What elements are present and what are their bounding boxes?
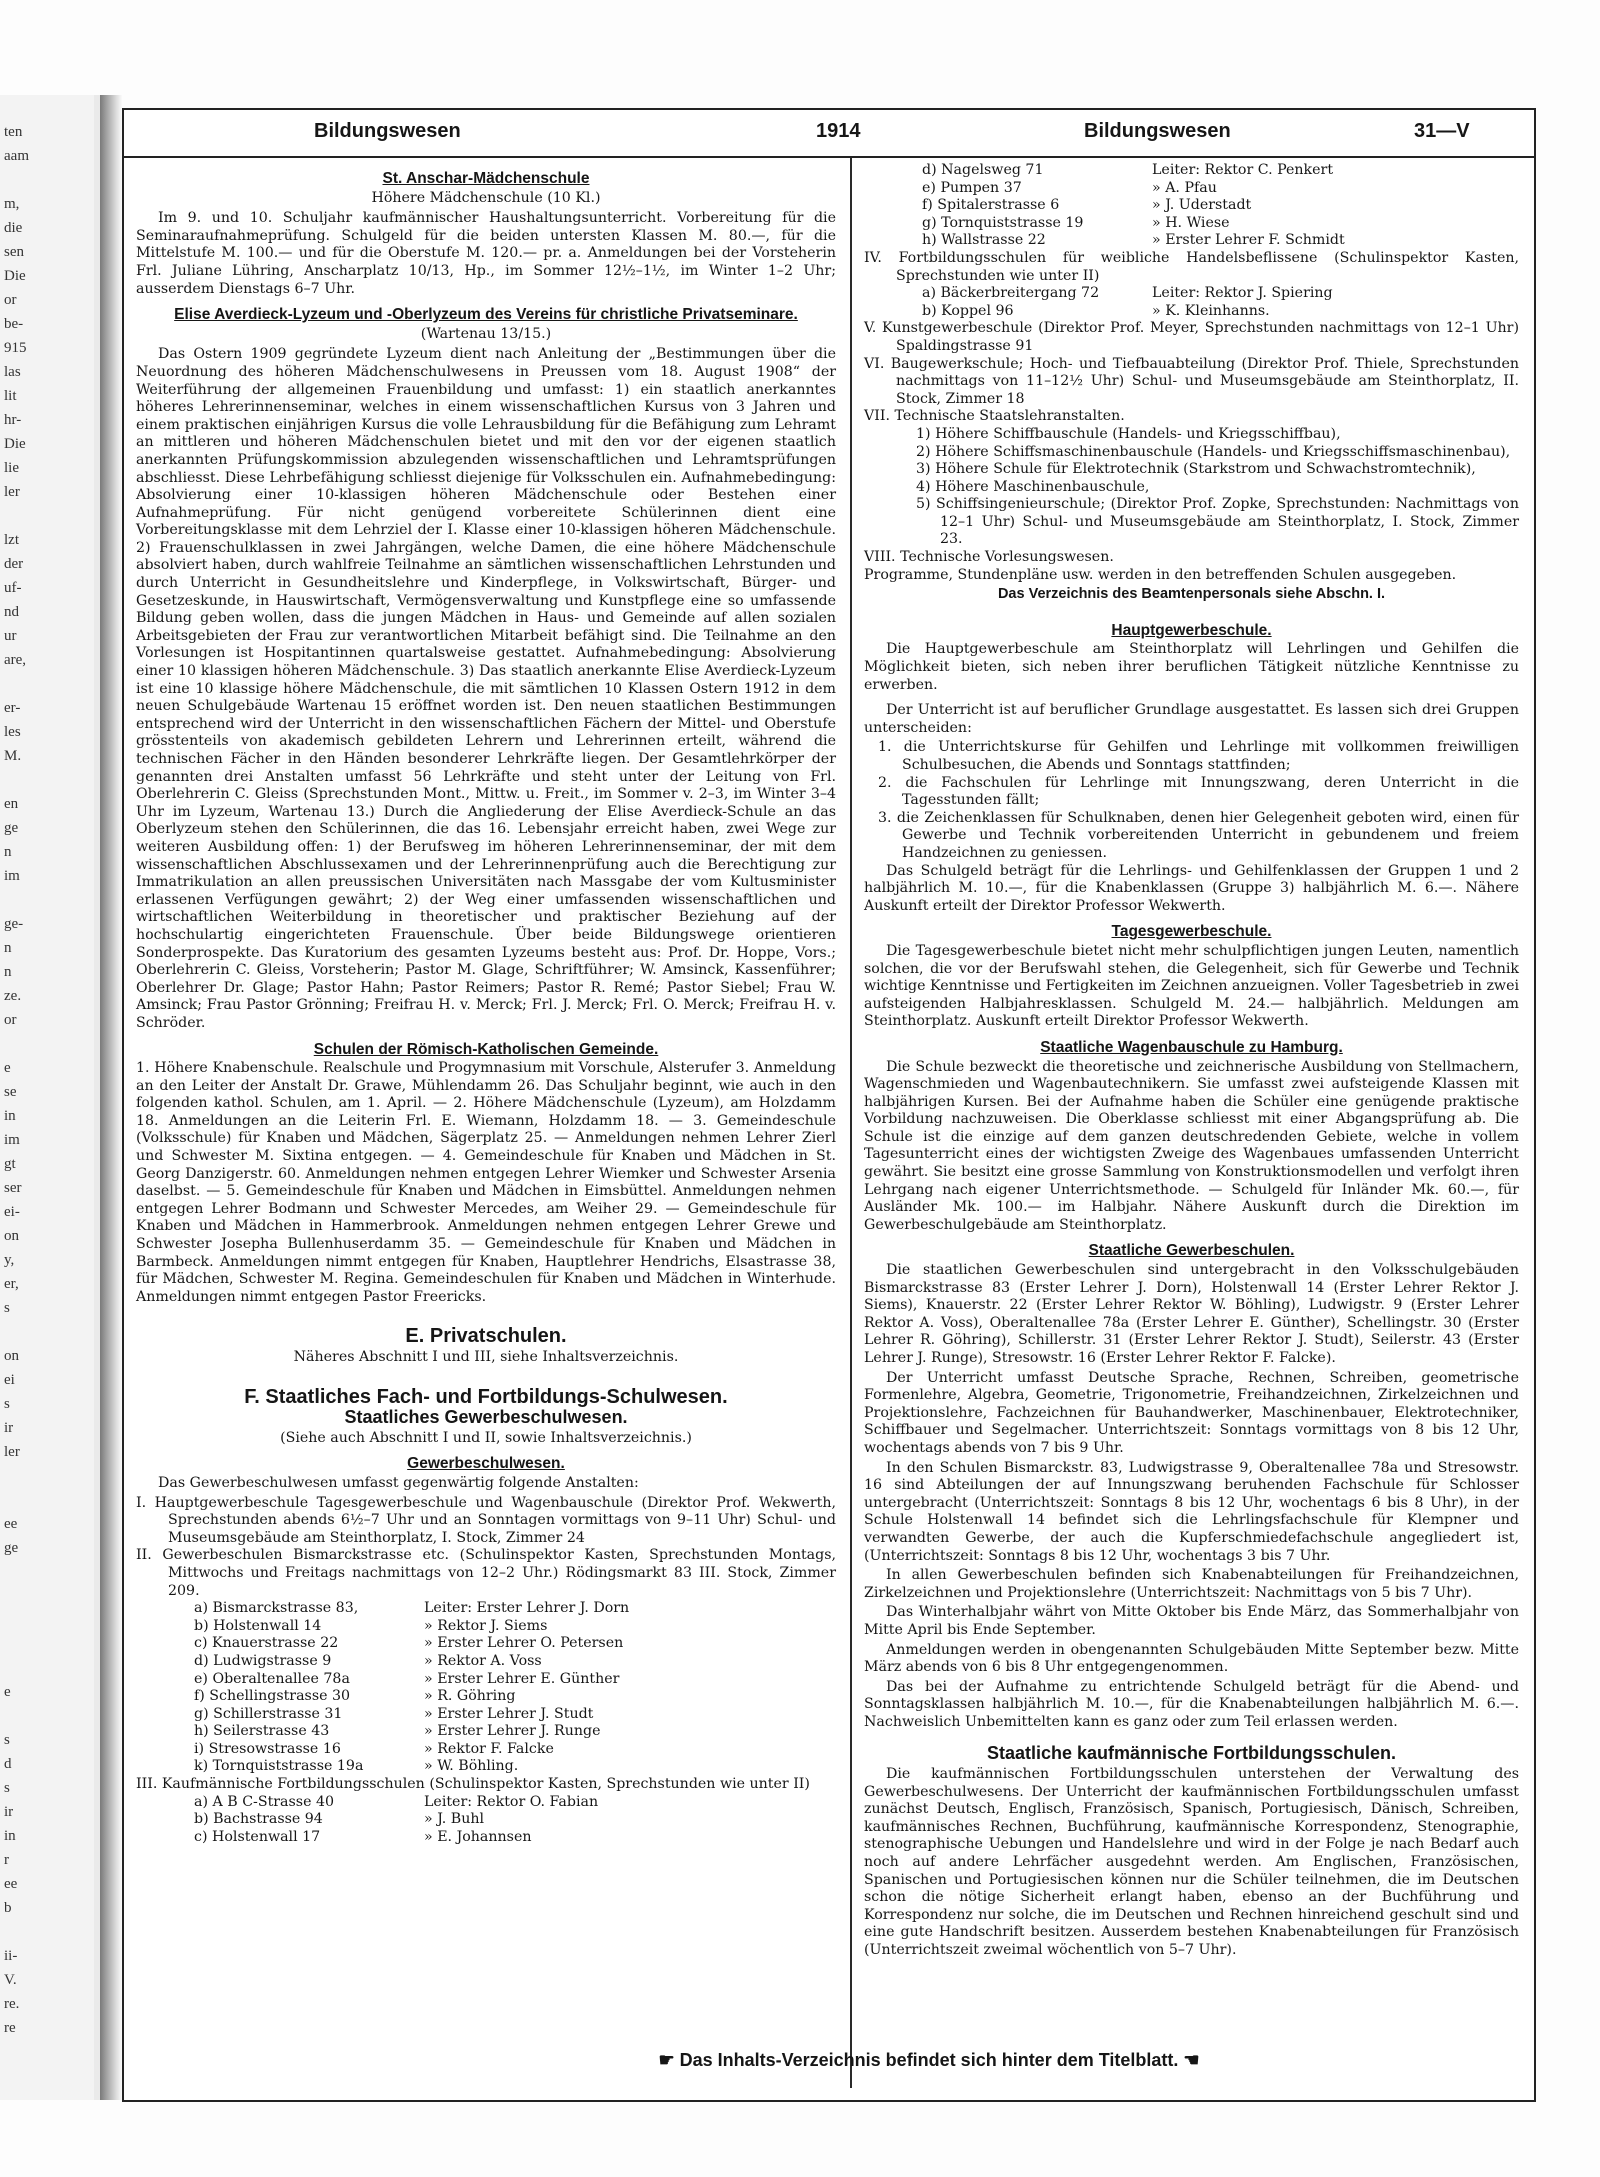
- edge-text-fragment: ir: [4, 1804, 14, 1820]
- school-leader: » H. Wiese: [1152, 214, 1230, 231]
- group-entry: 3. die Zeichenklassen für Schulknaben, denen hier Gelegenheit geboten wird, einen für Gewerbe und Technik vorbereitenden Unterricht in gebundenem und freiem Handzeichnen zu geniessen.: [878, 809, 1519, 861]
- edge-text-fragment: ei-: [4, 1204, 20, 1220]
- school-entry: [922, 232, 1519, 250]
- edge-text-fragment: re.: [4, 1996, 20, 2012]
- school-address: a) Bismarckstrasse 83,: [194, 1600, 359, 1617]
- section-note: (Siehe auch Abschnitt I und II, sowie Inhaltsverzeichnis.): [280, 1429, 692, 1446]
- edge-text-fragment: ee: [4, 1876, 18, 1892]
- school-address: g) Tornquiststrasse 19: [922, 214, 1084, 231]
- section-heading: Staatliche kaufmännische Fortbildungsschulen.: [986, 1743, 1397, 1764]
- header-left: Bildungswesen: [314, 120, 461, 142]
- school-entry: [194, 1653, 836, 1671]
- page: [122, 108, 1536, 2102]
- edge-text-fragment: die: [4, 220, 23, 236]
- group-entry: 1. die Unterrichtskurse für Gehilfen und Lehrlinge mit vollkommen freiwilligen Schulbesuchen, die Abends und Sonntags stattfinden;: [878, 739, 1519, 773]
- paragraph: Programme, Stundenpläne usw. werden in den betreffenden Schulen ausgegeben.: [864, 566, 1457, 583]
- footer-note: ☛ Das Inhalts-Verzeichnis befindet sich hinter dem Titelblatt. ☚: [658, 2050, 1200, 2070]
- institution-entry: 3) Höhere Schule für Elektrotechnik (Starkstrom und Schwachstromtechnik),: [916, 461, 1476, 478]
- edge-text-fragment: er,: [4, 1276, 19, 1292]
- school-address: k) Tornquiststrasse 19a: [194, 1758, 364, 1775]
- edge-text-fragment: les: [4, 724, 21, 740]
- school-entry: [194, 1811, 836, 1829]
- edge-text-fragment: lit: [4, 388, 17, 404]
- edge-text-fragment: on: [4, 1348, 19, 1364]
- school-address: e) Oberaltenallee 78a: [194, 1670, 350, 1687]
- school-entry: [922, 162, 1519, 180]
- section-title: Gewerbeschulwesen.: [407, 1455, 565, 1473]
- school-leader: » W. Böhling.: [424, 1758, 519, 1775]
- paragraph: Der Unterricht ist auf beruflicher Grundlage ausgestattet. Es lassen sich drei Gruppen unterscheiden:: [864, 702, 1519, 736]
- school-entry: [194, 1706, 836, 1724]
- edge-text-fragment: ten: [4, 124, 23, 140]
- edge-text-fragment: ii-: [4, 1948, 18, 1964]
- section-title: St. Anschar-Mädchenschule: [382, 170, 590, 187]
- edge-text-fragment: d: [4, 1756, 12, 1772]
- page-header: [124, 110, 1534, 158]
- edge-text-fragment: uf-: [4, 580, 22, 596]
- paragraph: Die Tagesgewerbeschule bietet nicht mehr schulpflichtigen jungen Leuten, namentlich solchen, die vor der Berufswahl stehen, die Gelegenheit, sich für Gewerbe und Technik wichtige Kenntnisse und Fertigkeiten im Zeichnen anzueignen. Voller Tagesbetrieb in zwei aufsteigenden Halbjahresklassen. Schulgeld M. 24.— halbjährlich. Meldungen am Steinthorplatz. Auskunft erteilt Direktor Professor Wekwerth.: [864, 942, 1519, 1030]
- paragraph: Die kaufmännischen Fortbildungsschulen unterstehen der Verwaltung des Gewerbeschulwesens. Der Unterricht der kaufmännischen Fortbildungsschulen umfasst zunächst Deutsch, Englisch, Französisch, Spanisch, Portugiesisch, Dänisch, Schreiben, kaufmännisches Rechnen, Buchführung, kaufmännische Korrespondenz, Stenographie, stenographische Uebungen und Handelslehre und wird in der Folge je nach Bedarf auch noch auf andere Lehrfächer ausgedehnt werden. Am Englischen, Französischen, Spanischen und Portugiesischen können nur die Schüler teilnehmen, die im Deutschen schon die nötige Sicherheit erlangt haben, ebenso an der Buchführung und Korrespondenz nur solche, die im Deutschen und Rechnen hinreichend geschult sind und eine gute Handschrift besitzen. Ausserdem bestehen Knabenabteilungen für Französisch (Unterrichtszeit zweimal wöchentlich von 5–7 Uhr).: [864, 1766, 1519, 1958]
- school-address: h) Wallstrasse 22: [922, 232, 1046, 249]
- school-address: d) Nagelsweg 71: [922, 162, 1044, 178]
- edge-text-fragment: ler: [4, 484, 20, 500]
- edge-text-fragment: ir: [4, 1420, 14, 1436]
- edge-text-fragment: y,: [4, 1252, 15, 1268]
- section-title: Hauptgewerbeschule.: [1111, 621, 1272, 639]
- reference-note: Das Verzeichnis des Beamtenpersonals siehe Abschn. I.: [997, 586, 1386, 603]
- section-heading-f: F. Staatliches Fach- und Fortbildungs-Schulwesen.: [244, 1385, 728, 1408]
- school-entry: [194, 1723, 836, 1741]
- edge-text-fragment: s: [4, 1396, 10, 1412]
- edge-text-fragment: lie: [4, 460, 19, 476]
- edge-text-fragment: ee: [4, 1516, 18, 1532]
- edge-text-fragment: s: [4, 1300, 10, 1316]
- edge-text-fragment: s: [4, 1732, 10, 1748]
- list-entry: VI. Baugewerkschule; Hoch- und Tiefbauabteilung (Direktor Prof. Thiele, Sprechstunden nachmittags von 11–12½ Uhr) Schul- und Museumsgebäude am Steinthorplatz, II. Stock, Zimmer 18: [864, 355, 1519, 407]
- edge-text-fragment: b: [4, 1900, 12, 1916]
- school-leader: » Erster Lehrer O. Petersen: [424, 1635, 624, 1652]
- school-address: i) Stresowstrasse 16: [194, 1740, 341, 1757]
- group-entry: 2. die Fachschulen für Lehrlinge mit Innungszwang, deren Unterricht in die Tagesstunden fällt;: [878, 774, 1519, 809]
- school-entry: [194, 1635, 836, 1653]
- paragraph: Das Gewerbeschulwesen umfasst gegenwärtig folgende Anstalten:: [158, 1474, 639, 1491]
- edge-text-fragment: der: [4, 556, 24, 572]
- school-address: c) Holstenwall 17: [194, 1828, 321, 1845]
- school-leader: » Rektor F. Falcke: [424, 1740, 554, 1757]
- section-note: Näheres Abschnitt I und III, siehe Inhaltsverzeichnis.: [293, 1349, 679, 1365]
- edge-text-fragment: er-: [4, 700, 21, 716]
- school-entry: [922, 197, 1519, 215]
- section-title: Elise Averdieck-Lyzeum und -Oberlyzeum des Vereins für christliche Privatseminare.: [174, 306, 798, 324]
- school-leader: » A. Pfau: [1152, 179, 1217, 196]
- edge-text-fragment: ge-: [4, 916, 24, 932]
- school-leader: Leiter: Rektor O. Fabian: [424, 1793, 599, 1810]
- right-column: [864, 162, 1519, 1962]
- section-title: Tagesgewerbeschule.: [1111, 923, 1272, 941]
- institution-entry: 2) Höhere Schiffsmaschinenbauschule (Handels- und Kriegsschiffsmaschinenbau),: [916, 443, 1511, 460]
- edge-text-fragment: 915: [4, 340, 27, 356]
- school-address: b) Koppel 96: [922, 302, 1014, 319]
- section-title: Staatliche Wagenbauschule zu Hamburg.: [1040, 1038, 1343, 1056]
- school-entry: [922, 303, 1519, 321]
- school-leader: » K. Kleinhanns.: [1152, 302, 1270, 319]
- school-entry: [194, 1741, 836, 1759]
- paragraph: In den Schulen Bismarckstr. 83, Ludwigstrasse 9, Oberaltenallee 78a und Stresowstr. 16 sind Abteilungen der auf Innungszwang beruhenden Fachschule für Schlosser untergebracht (Unterrichtszeit: Sonntags 8 bis 12 Uhr, wochentags 6 bis 8 Uhr), in der Schule Holstenwall 14 befindet sich die Lehrlingsfachschule für Klempner und verwandten Gewerbe, der auch die Kupferschmiedefachschule angegliedert ist, (Unterrichtszeit: Sonntags 8 bis 12 Uhr, wochentags 3 bis 7 Uhr.: [864, 1459, 1519, 1564]
- school-address: a) A B C-Strasse 40: [194, 1793, 335, 1810]
- paragraph: Das bei der Aufnahme zu entrichtende Schulgeld beträgt für die Abend- und Sonntagsklassen halbjährlich M. 10.—, für die Knabenabteilungen halbjährlich M. 6.—. Nachweislich Unbemittelten kann es ganz oder zum Teil erlassen werden.: [864, 1678, 1519, 1730]
- school-leader: » Erster Lehrer J. Runge: [424, 1723, 601, 1740]
- school-leader: » J. Uderstadt: [1152, 197, 1252, 214]
- school-entry: [194, 1618, 836, 1636]
- edge-text-fragment: ze.: [4, 988, 22, 1004]
- list-entry: I. Hauptgewerbeschule Tagesgewerbeschule und Wagenbauschule (Direktor Prof. Wekwerth, Sprechstunden abends 6½–7 Uhr und an Sonntagen vormittags von 9–11 Uhr) Schul- und Museumsgebäude am Steinthorplatz, I. Stock, Zimmer 24: [136, 1494, 836, 1546]
- school-list: [136, 1794, 836, 1847]
- school-leader: » J. Buhl: [424, 1811, 485, 1828]
- school-entry: [194, 1688, 836, 1706]
- edge-text-fragment: nd: [4, 604, 19, 620]
- school-entry: [194, 1671, 836, 1689]
- group-list: [864, 739, 1519, 862]
- edge-text-fragment: M.: [4, 748, 22, 764]
- institution-entry: 4) Höhere Maschinenbauschule,: [916, 478, 1150, 495]
- edge-text-fragment: Die: [4, 436, 26, 452]
- school-list: [864, 426, 1519, 549]
- list-entry: IV. Fortbildungsschulen für weibliche Handelsbeflissene (Schulinspektor Kasten, Sprechstunden wie unter II): [864, 249, 1519, 284]
- header-right: Bildungswesen: [1084, 120, 1231, 142]
- paragraph: In allen Gewerbeschulen befinden sich Knabenabteilungen für Freihandzeichnen, Zirkelzeichnen und Projektionslehre (Unterrichtszeit: Nachmittags von 5 bis 7 Uhr).: [864, 1567, 1519, 1601]
- page-number: 31—V: [1414, 120, 1470, 142]
- school-list: [864, 162, 1519, 250]
- edge-text-fragment: are,: [4, 652, 27, 668]
- school-leader: » Erster Lehrer J. Studt: [424, 1705, 594, 1722]
- list-entry: III. Kaufmännische Fortbildungsschulen (Schulinspektor Kasten, Sprechstunden wie unter II): [136, 1776, 810, 1793]
- school-address: a) Bäckerbreitergang 72: [922, 285, 1100, 302]
- edge-text-fragment: e: [4, 1060, 11, 1076]
- school-list: [136, 1600, 836, 1776]
- school-address: g) Schillerstrasse 31: [194, 1705, 343, 1722]
- edge-text-fragment: se: [4, 1084, 17, 1100]
- edge-text-fragment: im: [4, 868, 20, 884]
- paragraph: Die staatlichen Gewerbeschulen sind untergebracht in den Volksschulgebäuden Bismarckstrasse 83 (Erster Lehrer J. Dorn), Holstenwall 14 (Erster Lehrer Rektor J. Siems), Knauerstr. 22 (Erster Lehrer Rektor W. Böhling), Ludwigstr. 9 (Erster Lehrer Rektor A. Voss), Oberaltenallee 78a (Erster Lehrer E. Günther), Schellingstr. 30 (Erster Lehrer R. Göhring), Schillerstr. 31 (Erster Lehrer Rektor J. Studt), Seilerstr. 43 (Erster Lehrer J. Runge), Stresowstr. 16 (Erster Lehrer Rektor F. Falcke).: [864, 1262, 1519, 1366]
- edge-text-fragment: ge: [4, 820, 19, 836]
- paragraph: Der Unterricht umfasst Deutsche Sprache, Rechnen, Schreiben, geometrische Formenlehre, Algebra, Geometrie, Trigonometrie, Freihandzeichnen, Zirkelzeichnen und Projektionslehre, Fachzeichnen für Bauhandwerker, Maschinenbauer, Elektrotechniker, Schiffbauer und Segelmacher. Unterrichtszeit: Sonntags vormittags von 8 bis 12 Uhr, wochentags abends von 7 bis 9 Uhr.: [864, 1369, 1519, 1456]
- edge-text-fragment: im: [4, 1132, 20, 1148]
- edge-text-fragment: ei: [4, 1372, 15, 1388]
- school-leader: » Rektor J. Siems: [424, 1617, 548, 1634]
- edge-text-fragment: Die: [4, 268, 26, 284]
- paragraph: Im 9. und 10. Schuljahr kaufmännischer Haushaltungsunterricht. Vorbereitung für die Seminaraufnahmeprüfung. Schulgeld für die beiden untersten Klassen M. 80.—, für die Mittelstufe M. 100.— und für die Oberstufe M. 120.— pr. a. Anmeldungen bei der Vorsteherin Frl. Juliane Lühring, Anscharplatz 10/13, Hp., im Sommer 12½–1½, im Winter 1–2 Uhr; ausserdem Dienstags 6–7 Uhr.: [136, 210, 836, 297]
- school-address: f) Schellingstrasse 30: [194, 1688, 351, 1705]
- section-subtitle: Höhere Mädchenschule (10 Kl.): [371, 189, 601, 206]
- edge-text-fragment: e: [4, 1684, 11, 1700]
- paragraph: Das Ostern 1909 gegründete Lyzeum dient nach Anleitung der „Bestimmungen über die Neuordnung des höheren Mädchenschulwesens in Preussen vom 18. August 1908“ der Weiterführung der allgemeinen Frauenbildung und umfasst: 1) ein staatlich anerkanntes höheres Lehrerinnenseminar, welches in einem wissenschaftlichen Kursus von 3 Jahren und einem praktischen einjährigen Kursus die volle Lehrausbildung für die Befähigung zum Lehramt an mittleren und höheren Mädchenschulen bietet und mit den vor der eigenen staatlich anerkannten Prüfungskommission abzulegenden wissenschaftlichen und Lehramtsprüfungen abschliesst. Diese Lehrbefähigung schliesst diejenige für Volksschulen ein. Aufnahmebedingung: Absolvierung einer 10-klassigen höheren Mädchenschule oder Bestehen einer Aufnahmeprüfung. Für nicht genügend vorbereitete Schülerinnen dient eine Vorbereitungsklasse mit dem Lehrziel der I. Klasse einer 10-klassigen höheren Mädchenschule. 2) Frauenschulklassen in zwei Jahrgängen, welche Damen, die eine höhere Mädchenschule absolviert haben, durch wahlfreie Teilnahme an sämtlichen wissenschaftlichen Lehrstunden und durch Unterricht in Gesundheitslehre und Kinderpflege, in Volkswirtschaft, Bürger- und Gesetzeskunde, in Hauswirtschaft, Vermögensverwaltung und Kunstpflege eine so umfassende Bildung geben wollen, dass die jungen Mädchen in Haus- und Gemeinde auf allen sozialen Arbeitsgebieten der Frau zur verantwortlichen Mitarbeit befähigt sind. Die Teilnahme an den Vorlesungen ist Hospitantinnen quartalsweise gestattet. Aufnahmebedingung: Absolvierung einer 10 klassigen höheren Mädchenschule. 3) Das staatlich anerkannte Elise Averdieck-Lyzeum ist eine 10 klassige höhere Mädchenschule, die mit sämtlichen 10 Klassen Ostern 1912 in dem neuen Schulgebäude Wartenau 15 eröffnet worden ist. Den neuen staatlichen Bestimmungen entsprechend wird der Unterricht in den wissenschaftlichen Fächern der Mittel- und Oberstufe grösstenteils von akademisch gebildeten Lehrern und Lehrerinnen erteilt, während die technischen Fächer in den Händen besonderer Lehrkräfte liegen. Der Gesamtlehrkörper der genannten drei Anstalten umfasst 56 Lehrkräfte und steht unter der Leitung von Frl. Oberlehrerin C. Gleiss (Sprechstunden Mont., Mittw. u. Freit., im Sommer v. 2–3, im Winter 3–4 Uhr im Lyzeum, Wartenau 13.) Durch die Angliederung der Elise Averdieck-Schule an das Oberlyzeum stehen den Schülerinnen, die das 16. Lebensjahr erreicht haben, zwei Wege zur weiteren Ausbildung offen: 1) der Berufsweg im höheren Lehrerinnenseminar, der mit dem wissenschaftlichen Abschlussexamen und der Lehrerinnenprüfung auch die Berechtigung zur Immatrikulation an allen preussischen Universitäten nach Massgabe der vom Kultusminister erlassenen Verfügungen gewährt; 2) der Weg einer umfassenden wissenschaftlichen und wirtschaftlichen Weiterbildung in theoretischer und praktischer Beziehung auf der hochschulartig eingerichteten Frauenschule. Über beide Bildungswege orientieren Sonderprospekte. Das Kuratorium des gesamten Lyzeums besteht aus: Prof. Dr. Hoppe, Vors.; Oberlehrerin C. Gleiss, Vorsteherin; Pastor M. Glage, Schriftführer; W. Amsinck, Kassenführer; Oberlehrer Dr. Glage; Pastor Hahn; Pastor Reimers; Pastor R. Remé; Pastor Siebel; Frau W. Amsinck; Frau Pastor Grönning; Freifrau H. v. Merck; Frl. J. Merck; Frl. O. Merck; Freifrau H. v. Schröder.: [136, 346, 836, 1031]
- school-leader: Leiter: Rektor C. Penkert: [1152, 162, 1334, 178]
- left-column: [136, 162, 836, 1846]
- list-entry: II. Gewerbeschulen Bismarckstrasse etc. (Schulinspektor Kasten, Sprechstunden Montags, Mittwochs und Freitags nachmittags von 12–2 Uhr.) Rödingsmarkt 83 III. Stock, Zimmer 209.: [136, 1547, 836, 1599]
- paragraph: Die Hauptgewerbeschule am Steinthorplatz will Lehrlingen und Gehilfen die Möglichkeit bieten, sich neben ihrer beruflichen Tätigkeit nützliche Kenntnisse zu erwerben.: [864, 641, 1519, 693]
- school-address: b) Holstenwall 14: [194, 1617, 322, 1634]
- school-leader: » R. Göhring: [424, 1688, 516, 1705]
- section-subtitle: (Wartenau 13/15.): [420, 325, 552, 342]
- edge-text-fragment: r: [4, 1852, 9, 1868]
- school-address: h) Seilerstrasse 43: [194, 1723, 330, 1740]
- school-leader: » Erster Lehrer F. Schmidt: [1152, 232, 1345, 249]
- school-leader: Leiter: Rektor J. Spiering: [1152, 285, 1333, 302]
- paragraph: Das Winterhalbjahr währt von Mitte Oktober bis Ende März, das Sommerhalbjahr von Mitte April bis Ende September.: [864, 1604, 1519, 1638]
- list-entry: VIII. Technische Vorlesungswesen.: [864, 549, 1114, 566]
- edge-text-fragment: aam: [4, 148, 29, 164]
- edge-text-fragment: ur: [4, 628, 17, 644]
- edge-text-fragment: s: [4, 1780, 10, 1796]
- edge-text-fragment: in: [4, 1828, 16, 1844]
- school-address: e) Pumpen 37: [922, 179, 1022, 196]
- school-list: [864, 285, 1519, 320]
- school-address: d) Ludwigstrasse 9: [194, 1652, 332, 1669]
- edge-text-fragment: on: [4, 1228, 19, 1244]
- edge-text-fragment: be-: [4, 316, 24, 332]
- section-title: Staatliche Gewerbeschulen.: [1088, 1242, 1295, 1260]
- paragraph: 1. Höhere Knabenschule. Realschule und Progymnasium mit Vorschule, Alsterufer 3. Anmeldung an den Leiter der Anstalt Dr. Grawe, Mühlendamm 26. Das Schuljahr beginnt, wie auch in den folgenden kathol. Schulen, am 1. April. — 2. Höhere Mädchenschule (Lyzeum), am Holzdamm 18. Anmeldungen an die Leiterin Frl. E. Wiemann, Holzdamm 18. — 3. Gemeindeschule (Volksschule) für Knaben und Mädchen, Sägerplatz 25. — Anmeldungen nehmen Lehrer Zierl und Schwester M. Sixtina entgegen. — 4. Gemeindeschule für Knaben und Mädchen in St. Georg Danzigerstr. 60. Anmeldungen nehmen entgegen Lehrer Wiemker und Schwester Arsenia daselbst. — 5. Gemeindeschule für Knaben und Mädchen in Eimsbüttel. Anmeldungen nehmen entgegen Lehrer Bodmann und Schwester Mercedes, am Weiher 29. — Gemeindeschule für Knaben und Mädchen in Hammerbrook. Anmeldungen nehmen entgegen Lehrer Grewe und Schwester Josepha Bullenhuserdamm 35. — Gemeindeschule für Knaben und Mädchen in Barmbeck. Anmeldungen nimmt entgegen für Knaben, Hauptlehrer Hendrichs, Elsastrasse 38, für Mädchen, Schwester M. Regina. Gemeindeschulen für Knaben und Mädchen in Winterhude. Anmeldungen nimmt entgegen Pastor Freericks.: [136, 1060, 836, 1305]
- book-gutter: [100, 95, 122, 2100]
- school-entry: [922, 215, 1519, 233]
- edge-text-fragment: n: [4, 844, 12, 860]
- section-heading-f-sub: Staatliches Gewerbeschulwesen.: [344, 1407, 628, 1428]
- edge-text-fragment: lzt: [4, 532, 19, 548]
- edge-text-fragment: m,: [4, 196, 20, 212]
- edge-text-fragment: V.: [4, 1972, 17, 1988]
- edge-text-fragment: re: [4, 2020, 16, 2036]
- paragraph: Das Schulgeld beträgt für die Lehrlings- und Gehilfenklassen der Gruppen 1 und 2 halbjährlich M. 10.—, für die Knabenklassen (Gruppe 3) halbjährlich M. 6.—. Nähere Auskunft erteilt der Direktor Professor Wekwerth.: [864, 862, 1519, 914]
- list-entry: VII. Technische Staatslehranstalten.: [864, 408, 1125, 425]
- institution-entry: 5) Schiffsingenieurschule; (Direktor Prof. Zopke, Sprechstunden: Nachmittags von 12–1 Uhr) Schul- und Museumsgebäude am Steinthorplatz, I. Stock, Zimmer 23.: [916, 496, 1519, 548]
- column-divider: [850, 158, 852, 2088]
- edge-text-fragment: ser: [4, 1180, 22, 1196]
- school-entry: [922, 285, 1519, 303]
- school-entry: [194, 1600, 836, 1618]
- edge-text-fragment: gt: [4, 1156, 16, 1172]
- school-entry: [194, 1829, 836, 1847]
- section-title: Schulen der Römisch-Katholischen Gemeinde.: [313, 1040, 659, 1058]
- header-year: 1914: [816, 120, 861, 142]
- edge-text-fragment: or: [4, 292, 17, 308]
- edge-text-fragment: n: [4, 964, 12, 980]
- school-address: b) Bachstrasse 94: [194, 1811, 323, 1828]
- school-entry: [194, 1758, 836, 1776]
- edge-text-fragment: sen: [4, 244, 24, 260]
- edge-text-fragment: ler: [4, 1444, 20, 1460]
- previous-page-edge: [0, 95, 102, 2100]
- edge-text-fragment: in: [4, 1108, 16, 1124]
- edge-text-fragment: n: [4, 940, 12, 956]
- edge-text-fragment: hr-: [4, 412, 22, 428]
- edge-text-fragment: or: [4, 1012, 17, 1028]
- school-entry: [194, 1794, 836, 1812]
- school-address: f) Spitalerstrasse 6: [922, 197, 1060, 214]
- paragraph: Die Schule bezweckt die theoretische und zeichnerische Ausbildung von Stellmachern, Wagenschmieden und Wagenbautechnikern. Sie umfasst zwei aufsteigende Klassen mit halbjährigen Kursen. Bei der Aufnahme haben die Schüler eine genügende praktische Vorbildung nachzuweisen. Die Oberklasse schliesst mit einer Abgangsprüfung ab. Die Schule ist die einzige auf dem ganzen deutschredenden Gebiete, welche in vollem Tagesunterricht eines der wichtigsten Zweige des Wagenbaues umfassenden Unterricht gewährt. Sie besitzt eine grosse Sammlung von Konstruktionsmodellen und verfolgt ihren Lehrgang nach eigener Unterrichtsmethode. — Schulgeld für Inländer Mk. 60.—, für Ausländer Mk. 100.— im Halbjahr. Nähere Auskunft durch die Direktion im Gewerbeschulgebäude am Steinthorplatz.: [864, 1058, 1519, 1233]
- school-leader: » Erster Lehrer E. Günther: [424, 1670, 620, 1687]
- institution-entry: 1) Höhere Schiffbauschule (Handels- und Kriegsschiffbau),: [916, 425, 1341, 442]
- school-address: c) Knauerstrasse 22: [194, 1635, 339, 1652]
- section-heading-e: E. Privatschulen.: [405, 1325, 567, 1348]
- edge-text-fragment: ge: [4, 1540, 19, 1556]
- school-leader: » Rektor A. Voss: [424, 1652, 542, 1669]
- school-leader: » E. Johannsen: [424, 1828, 532, 1845]
- edge-text-fragment: en: [4, 796, 19, 812]
- list-entry: V. Kunstgewerbeschule (Direktor Prof. Meyer, Sprechstunden nachmittags von 12–1 Uhr) Spaldingstrasse 91: [864, 320, 1519, 354]
- school-leader: Leiter: Erster Lehrer J. Dorn: [424, 1600, 630, 1617]
- edge-text-fragment: las: [4, 364, 21, 380]
- paragraph: Anmeldungen werden in obengenannten Schulgebäuden Mitte September bezw. Mitte März abends von 6 bis 8 Uhr entgegengenommen.: [864, 1641, 1519, 1676]
- school-entry: [922, 180, 1519, 198]
